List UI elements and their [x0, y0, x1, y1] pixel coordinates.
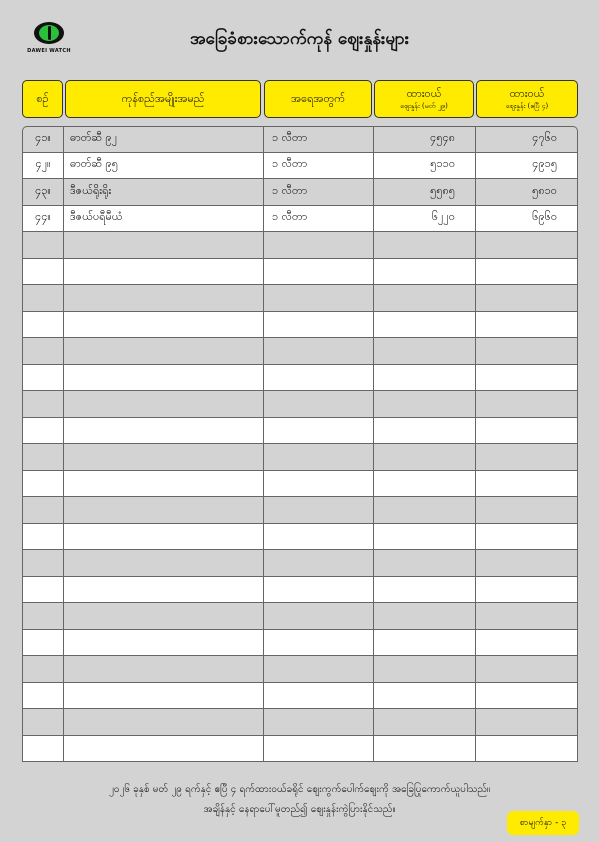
cell-name	[64, 232, 264, 259]
empty-table-row	[22, 312, 578, 339]
cell-unit	[264, 391, 374, 418]
cell-price-mar29	[374, 259, 476, 286]
cell-price-apr4	[476, 550, 578, 577]
header-price-mar29-line1: ထားဝယ်	[406, 87, 442, 101]
empty-table-row	[22, 577, 578, 604]
header-price-mar29	[374, 80, 474, 118]
empty-table-row	[22, 232, 578, 259]
cell-name	[64, 736, 264, 763]
cell-price-apr4: ၅၈၁၀	[476, 179, 578, 206]
cell-no	[22, 391, 64, 418]
cell-unit	[264, 259, 374, 286]
cell-price-mar29	[374, 338, 476, 365]
cell-price-apr4	[476, 418, 578, 445]
cell-price-apr4	[476, 656, 578, 683]
header-price-apr4-line1: ထားဝယ်	[509, 87, 545, 101]
cell-unit	[264, 603, 374, 630]
cell-name	[64, 630, 264, 657]
cell-price-mar29: ၅၅၈၅	[374, 179, 476, 206]
cell-price-apr4	[476, 577, 578, 604]
cell-name	[64, 524, 264, 551]
empty-table-row	[22, 285, 578, 312]
cell-price-mar29	[374, 736, 476, 763]
empty-table-row	[22, 630, 578, 657]
cell-no	[22, 285, 64, 312]
cell-name: ဒီဇယ်ပရီမီယံ	[64, 206, 264, 233]
cell-price-apr4	[476, 391, 578, 418]
empty-table-row	[22, 736, 578, 763]
header-price-mar29-line2: ဈေးနှုန်း (မတ် ၂၉)	[400, 101, 448, 110]
cell-unit	[264, 550, 374, 577]
cell-price-apr4	[476, 338, 578, 365]
cell-unit	[264, 630, 374, 657]
cell-no: ၄၁။	[22, 126, 64, 153]
cell-name	[64, 259, 264, 286]
page-number-label: စာမျက်နှာ - ၃	[519, 817, 567, 828]
cell-no	[22, 444, 64, 471]
cell-price-mar29	[374, 683, 476, 710]
cell-unit	[264, 232, 374, 259]
cell-name: ဒီဇယ်ရိုးရိုး	[64, 179, 264, 206]
cell-price-mar29: ၄၅၄၈	[374, 126, 476, 153]
cell-price-apr4	[476, 444, 578, 471]
header-name-label: ကုန်စည်အမျိုးအမည်	[121, 91, 205, 105]
cell-price-mar29	[374, 497, 476, 524]
cell-name	[64, 418, 264, 445]
cell-unit	[264, 312, 374, 339]
cell-price-mar29	[374, 471, 476, 498]
cell-price-mar29	[374, 391, 476, 418]
page-number-badge	[507, 811, 579, 835]
cell-name	[64, 603, 264, 630]
cell-unit	[264, 444, 374, 471]
cell-price-mar29	[374, 709, 476, 736]
cell-price-apr4	[476, 259, 578, 286]
header-price-apr4	[476, 80, 578, 118]
cell-price-mar29	[374, 603, 476, 630]
cell-name	[64, 497, 264, 524]
empty-table-row	[22, 391, 578, 418]
cell-unit: ၁ လီတာ	[264, 126, 374, 153]
cell-price-apr4	[476, 524, 578, 551]
cell-name	[64, 577, 264, 604]
cell-price-apr4	[476, 312, 578, 339]
cell-price-mar29	[374, 630, 476, 657]
cell-price-apr4	[476, 709, 578, 736]
header-name	[65, 80, 261, 118]
page-title: အခြေခံစားသောက်ကုန် ဈေးနှုန်းများ	[189, 29, 410, 49]
logo-text: DAWEI WATCH	[27, 48, 71, 54]
empty-table-row	[22, 338, 578, 365]
cell-unit	[264, 497, 374, 524]
empty-table-row	[22, 603, 578, 630]
cell-price-apr4: ၄၇၆၀	[476, 126, 578, 153]
cell-unit	[264, 709, 374, 736]
cell-price-apr4	[476, 736, 578, 763]
cell-name	[64, 471, 264, 498]
cell-price-mar29	[374, 550, 476, 577]
cell-unit: ၁ လီတာ	[264, 206, 374, 233]
empty-table-row	[22, 259, 578, 286]
cell-name	[64, 683, 264, 710]
cell-name	[64, 365, 264, 392]
cell-no	[22, 418, 64, 445]
cell-unit	[264, 471, 374, 498]
cell-no	[22, 736, 64, 763]
cell-name	[64, 338, 264, 365]
cell-price-apr4	[476, 365, 578, 392]
cell-unit	[264, 683, 374, 710]
header-price-apr4-line2: ဈေးနှုန်း (ဧပြီ ၄)	[505, 101, 549, 110]
cell-no	[22, 365, 64, 392]
header-unit	[264, 80, 372, 118]
empty-table-row	[22, 444, 578, 471]
table-row	[22, 206, 578, 233]
header-no-label: စဉ်	[36, 91, 49, 105]
cell-no	[22, 577, 64, 604]
header-no	[22, 80, 63, 118]
cell-unit	[264, 285, 374, 312]
cell-name	[64, 312, 264, 339]
cell-price-apr4: ၆၉၆၀	[476, 206, 578, 233]
empty-table-row	[22, 418, 578, 445]
empty-table-row	[22, 683, 578, 710]
empty-table-row	[22, 497, 578, 524]
table-row	[22, 179, 578, 206]
cell-price-mar29: ၅၁၁၀	[374, 153, 476, 180]
footer-line-1: ၂၀၂၆ ခုနှစ် မတ် ၂၉ ရက်နှင့် ဧပြီ ၄ ရက်ထားဝယ်ခရိုင် ဈေးကွက်ပေါက်ဈေးကို အခြေပြုကောက်ယူပါသည်။	[108, 784, 491, 795]
cell-price-apr4	[476, 630, 578, 657]
cell-name: ဓာတ်ဆီ ၉၅	[64, 153, 264, 180]
cell-price-mar29	[374, 418, 476, 445]
table-row	[22, 153, 578, 180]
empty-table-row	[22, 524, 578, 551]
empty-table-row	[22, 471, 578, 498]
price-table	[22, 126, 578, 764]
cell-price-mar29	[374, 656, 476, 683]
cell-name	[64, 285, 264, 312]
empty-table-row	[22, 550, 578, 577]
cell-no	[22, 338, 64, 365]
cell-unit: ၁ လီတာ	[264, 153, 374, 180]
cell-no: ၄၄။	[22, 206, 64, 233]
cell-price-mar29	[374, 312, 476, 339]
cell-no: ၄၂။	[22, 153, 64, 180]
cell-price-apr4: ၄၉၁၅	[476, 153, 578, 180]
cell-price-mar29	[374, 285, 476, 312]
cell-unit	[264, 524, 374, 551]
cell-unit	[264, 656, 374, 683]
cell-unit	[264, 365, 374, 392]
cell-name	[64, 391, 264, 418]
cell-no	[22, 232, 64, 259]
cell-unit	[264, 338, 374, 365]
cell-price-mar29	[374, 577, 476, 604]
cell-name	[64, 444, 264, 471]
cell-price-mar29	[374, 444, 476, 471]
cell-price-apr4	[476, 232, 578, 259]
cell-unit: ၁ လီတာ	[264, 179, 374, 206]
table-row	[22, 126, 578, 153]
cell-price-mar29	[374, 232, 476, 259]
cell-no	[22, 497, 64, 524]
cell-price-apr4	[476, 471, 578, 498]
cell-unit	[264, 577, 374, 604]
empty-table-row	[22, 365, 578, 392]
cell-no	[22, 312, 64, 339]
header-unit-label: အရေအတွက်	[291, 91, 345, 105]
cell-no	[22, 471, 64, 498]
cell-no: ၄၃။	[22, 179, 64, 206]
cell-price-apr4	[476, 497, 578, 524]
cell-unit	[264, 736, 374, 763]
cell-no	[22, 656, 64, 683]
cell-unit	[264, 418, 374, 445]
cell-no	[22, 683, 64, 710]
cell-price-apr4	[476, 285, 578, 312]
empty-table-row	[22, 656, 578, 683]
cell-name: ဓာတ်ဆီ ၉၂	[64, 126, 264, 153]
cell-price-apr4	[476, 603, 578, 630]
cell-price-mar29: ၆၂၂၀	[374, 206, 476, 233]
cell-name	[64, 550, 264, 577]
cell-price-mar29	[374, 365, 476, 392]
cell-price-mar29	[374, 524, 476, 551]
cell-no	[22, 709, 64, 736]
cell-no	[22, 259, 64, 286]
empty-table-row	[22, 709, 578, 736]
cell-no	[22, 630, 64, 657]
footer-line-2: အချိန်နှင့် နေရာပေါ်မူတည်၍ ဈေးနှုန်းကွဲပြားနိုင်သည်။	[203, 804, 396, 815]
cell-no	[22, 524, 64, 551]
cell-price-apr4	[476, 683, 578, 710]
cell-no	[22, 603, 64, 630]
cell-name	[64, 656, 264, 683]
cell-no	[22, 550, 64, 577]
cell-name	[64, 709, 264, 736]
